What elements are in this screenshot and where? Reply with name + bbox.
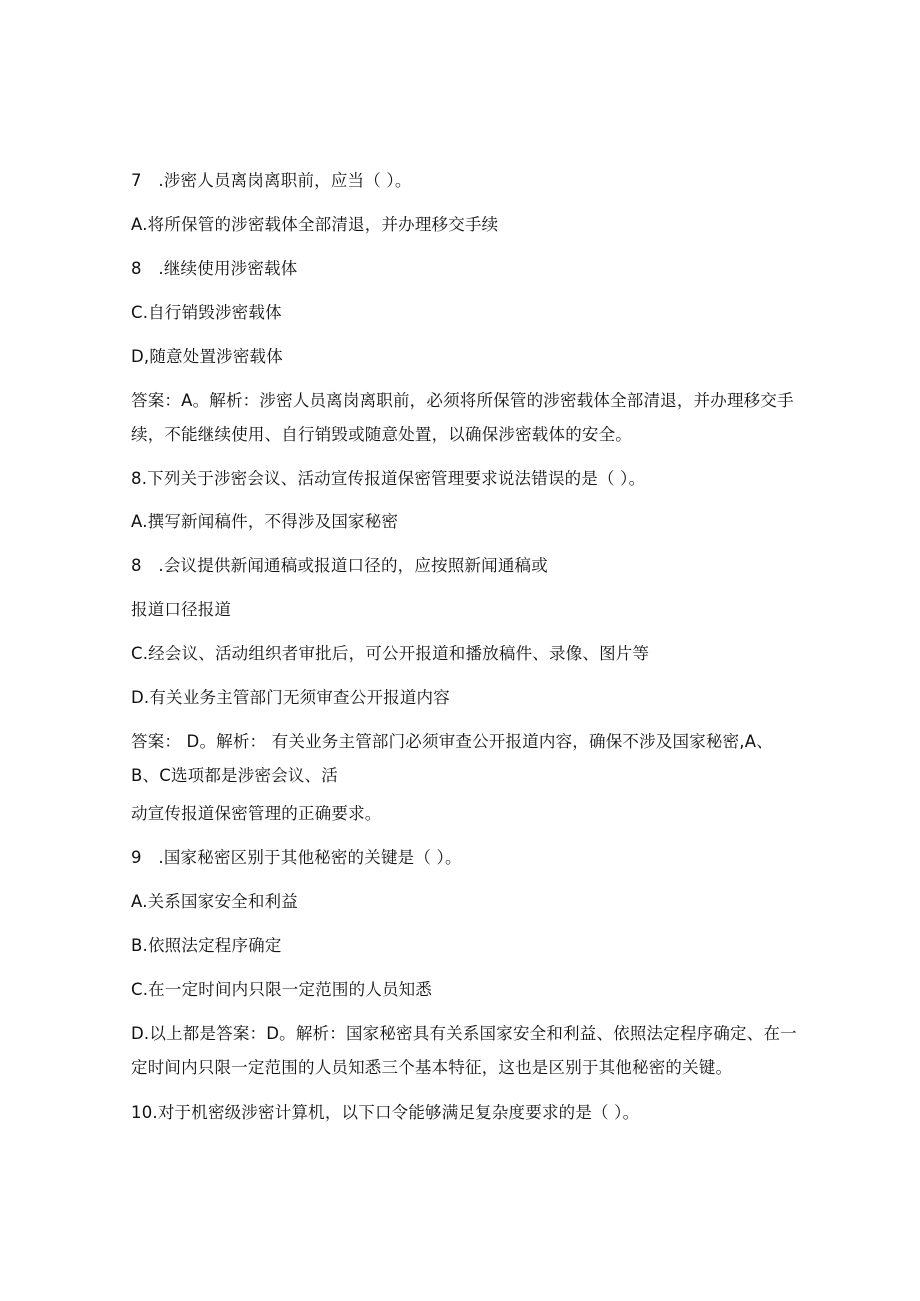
- question-8-answer-continued: 动宣传报道保密管理的正确要求。: [131, 804, 382, 823]
- question-8-option-b-continued: 报道口径报道: [131, 600, 232, 619]
- question-9-option-d-answer: D.以上都是答案：D。解析：国家秘密具有关系国家安全和利益、依照法定程序确定、在一定时间内只限一定范围的人员知悉三个基本特征，这也是区别于其他秘密的关键。: [131, 1024, 797, 1077]
- question-8-option-a: A.撰写新闻稿件，不得涉及国家秘密: [131, 512, 399, 531]
- question-8-option-d: D.有关业务主管部门无须审查公开报道内容: [131, 688, 450, 707]
- question-8-answer: 答案： D。解析： 有关业务主管部门必须审查公开报道内容，确保不涉及国家秘密,A、B、C选项都是涉密会议、活: [131, 732, 773, 785]
- question-9: 9 .国家秘密区别于其他秘密的关键是（ ）。: [131, 848, 462, 867]
- question-8-option-c: C.经会议、活动组织者审批后，可公开报道和播放稿件、录像、图片等: [131, 644, 650, 663]
- question-7: 7 .涉密人员离岗离职前，应当（ ）。: [131, 171, 412, 190]
- question-7-option-c: C.自行销毁涉密载体: [131, 303, 282, 322]
- question-9-option-c: C.在一定时间内只限一定范围的人员知悉: [131, 980, 433, 999]
- question-10: 10.对于机密级涉密计算机，以下口令能够满足复杂度要求的是（ ）。: [131, 1103, 640, 1122]
- question-7-option-a: A.将所保管的涉密载体全部清退，并办理移交手续: [131, 215, 499, 234]
- question-8-option-b: 8 .会议提供新闻通稿或报道口径的，应按照新闻通稿或: [131, 556, 548, 575]
- question-7-option-b: 8 .继续使用涉密载体: [131, 259, 298, 278]
- question-9-option-b: B.依照法定程序确定: [131, 936, 282, 955]
- question-8: 8.下列关于涉密会议、活动宣传报道保密管理要求说法错误的是（ ）。: [131, 469, 646, 488]
- question-9-option-a: A.关系国家安全和利益: [131, 892, 298, 911]
- question-7-option-d: D,随意处置涉密载体: [131, 347, 283, 366]
- question-7-answer: 答案：A。解析：涉密人员离岗离职前，必须将所保管的涉密载体全部清退，并办理移交手续，不能继续使用、自行销毁或随意处置，以确保涉密载体的安全。: [131, 391, 794, 444]
